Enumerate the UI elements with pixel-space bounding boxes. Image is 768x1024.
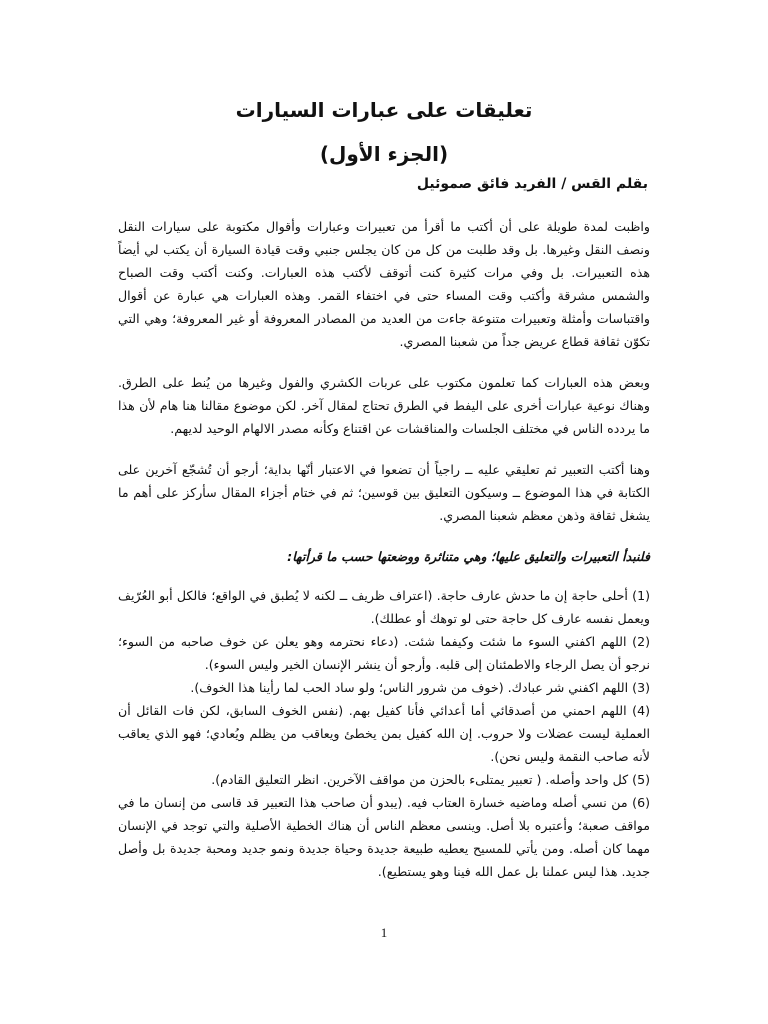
- document-title: تعليقات على عبارات السيارات: [235, 98, 533, 122]
- paragraph-2: وبعض هذه العبارات كما تعلمون مكتوب على عربات الكشري والفول وغيرها من يُنط على الطرق. وهناك نوعية عبارات أخرى على اليفط في الطرق تحتاج لمقال آخر. لكن موضوع مقالنا هنا هام لأن هذا ما يردده الناس في مختلف الجلسات والمناقشات عن اقتناع وكأنه مصدر الالهام الوحيد لديهم.: [118, 375, 650, 436]
- list-item: (3) اللهم اكفني شر عبادك. (خوف من شرور الناس؛ ولو ساد الحب لما رأينا هذا الخوف).: [190, 680, 650, 695]
- page-number: 1: [380, 925, 388, 940]
- list-item: (4) اللهم احمني من أصدقائي أما أعدائي فأنا كفيل بهم. (نفس الخوف السابق، لكن فات القائل أن العملية ليست عضلات ولا حروب. إن الله كفيل بمن يخطئ ويعاقب من يظلم ويُعادي؛ فهو الذي يعاقب لأنه صاحب النقمة وليس نحن).: [118, 703, 650, 764]
- expressions-list: [118, 584, 650, 883]
- list-item: (5) كل واحد وأصله. ( تعبير يمتلىء بالحزن من مواقف الآخرين. انظر التعليق القادم).: [211, 772, 650, 787]
- paragraph-3: وهنا أكتب التعبير ثم تعليقي عليه ــ راجياً أن تضعوا في الاعتبار أنّها بداية؛ أرجو أن تُشجّع آخرين على الكتابة في هذا الموضوع ــ وسيكون التعليق بين قوسين؛ ثم في ختام أجزاء المقال سأركز على أهم ما يشغل ثقافة وذهن معظم شعبنا المصري.: [118, 462, 650, 523]
- document-subtitle: (الجزء الأول): [319, 142, 449, 166]
- list-intro-heading: فلنبدأ التعبيرات والتعليق عليها؛ وهي متناثرة ووضعتها حسب ما قرأتها:: [287, 549, 650, 564]
- list-item: (1) أحلى حاجة إن ما حدش عارف حاجة. (اعتراف ظريف ــ لكنه لا يُطبق في الواقع؛ فالكل أبو العُرّيف ويعمل نفسه عارف كل حاجة حتى لو توهك أو عطلك).: [118, 588, 650, 626]
- document-body: [118, 215, 650, 883]
- list-item: (6) من نسي أصله وماضيه خسارة العتاب فيه. (يبدو أن صاحب هذا التعبير قد قاسى من إنسان ما في مواقف صعبة؛ وأعتبره بلا أصل. وينسى معظم الناس أن هناك الخطية الأصلية والتي توجد في الإنسان مهما كان أصله. ومن يأتي للمسيح يعطيه طبيعة جديدة وحياة جديدة ونمو جديد ومحبة جديدة بل وأصل جديد. هذا ليس عملنا بل عمل الله فينا وهو يستطيع).: [118, 795, 650, 879]
- author-line: بقلم القس / الفريد فائق صموئيل: [416, 176, 648, 192]
- list-item: (2) اللهم اكفني السوء ما شئت وكيفما شئت. (دعاء نحترمه وهو يعلن عن خوف صاحبه من السوء؛ نرجو أن يصل الرجاء والاطمئنان إلى قلبه. وأرجو أن ينشر الإنسان الخير وليس السوء).: [118, 634, 650, 672]
- paragraph-1: واظبت لمدة طويلة على أن أكتب ما أقرأ من تعبيرات وعبارات وأقوال مكتوبة على سيارات النقل ونصف النقل وغيرها. بل وقد طلبت من كل من كان يجلس جنبي وقت قيادة السيارة أن يكتب لي أيضاً هذه التعبيرات. بل وفي مرات كثيرة كنت أتوقف لأكتب هذه العبارات. وكنت أكتب وقت الصباح والشمس مشرقة وأكتب وقت المساء حتى في اختفاء القمر. وهذه العبارات هي عبارة عن أقوال واقتباسات وأمثلة وتعبيرات متنوعة جاءت من العديد من المصادر المعروفة أو غير المعروفة؛ وهي التي تكوّن ثقافة قطاع عريض جداً من شعبنا المصري.: [118, 219, 650, 349]
